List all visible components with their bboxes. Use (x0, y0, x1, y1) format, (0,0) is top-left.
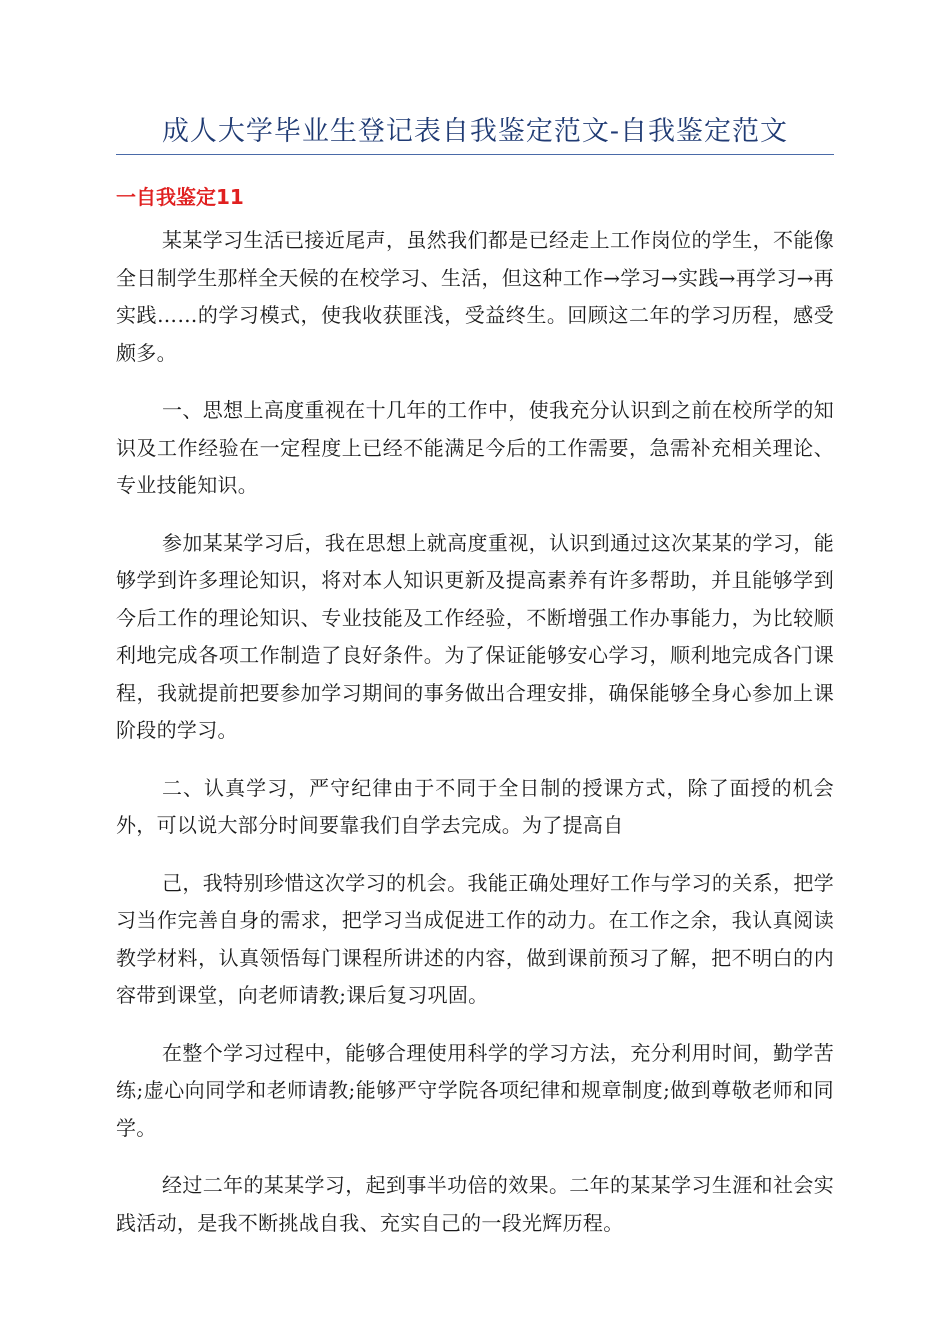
paragraph: 己，我特别珍惜这次学习的机会。我能正确处理好工作与学习的关系，把学习当作完善自身的需求，把学习当成促进工作的动力。在工作之余，我认真阅读教学材料，认真领悟每门课程所讲述的内容，做到课前预习了解，把不明白的内容带到课堂，向老师请教;课后复习巩固。 (116, 870, 834, 1007)
paragraph: 参加某某学习后，我在思想上就高度重视，认识到通过这次某某的学习，能够学到许多理论知识，将对本人知识更新及提高素养有许多帮助，并且能够学到今后工作的理论知识、专业技能及工作经验，不断增强工作办事能力，为比较顺利地完成各项工作制造了良好条件。为了保证能够安心学习，顺利地完成各门课程，我就提前把要参加学习期间的事务做出合理安排，确保能够全身心参加上课阶段的学习。 (116, 530, 834, 742)
title-underline (116, 154, 834, 155)
paragraph: 一、思想上高度重视在十几年的工作中，使我充分认识到之前在校所学的知识及工作经验在一定程度上已经不能满足今后的工作需要，急需补充相关理论、专业技能知识。 (116, 398, 834, 497)
section-heading: 一自我鉴定11 (116, 185, 244, 209)
paragraph: 二、认真学习，严守纪律由于不同于全日制的授课方式，除了面授的机会外，可以说大部分时间要靠我们自学去完成。为了提高自 (116, 775, 834, 837)
document-title: 成人大学毕业生登记表自我鉴定范文-自我鉴定范文 (161, 116, 789, 147)
document-body (116, 222, 834, 1262)
paragraph: 经过二年的某某学习，起到事半功倍的效果。二年的某某学习生涯和社会实践活动，是我不断挑战自我、充实自己的一段光辉历程。 (116, 1173, 834, 1235)
paragraph: 某某学习生活已接近尾声，虽然我们都是已经走上工作岗位的学生，不能像全日制学生那样全天候的在校学习、生活，但这种工作→学习→实践→再学习→再实践……的学习模式，使我收获匪浅，受益终生。回顾这二年的学习历程，感受颇多。 (116, 228, 834, 365)
paragraph: 在整个学习过程中，能够合理使用科学的学习方法，充分利用时间，勤学苦练;虚心向同学和老师请教;能够严守学院各项纪律和规章制度;做到尊敬老师和同学。 (116, 1040, 834, 1140)
